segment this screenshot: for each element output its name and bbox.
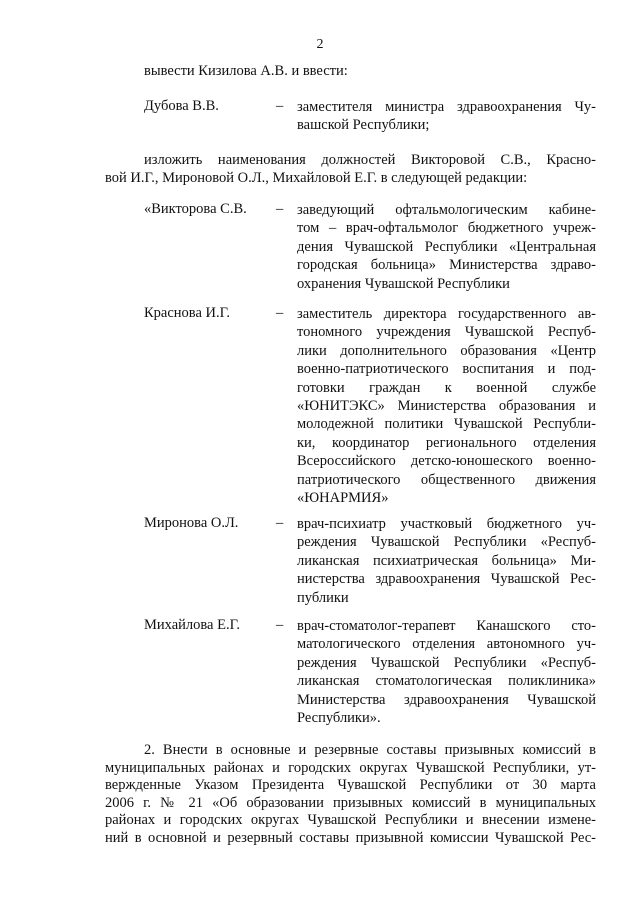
entry-dash: – bbox=[276, 201, 284, 217]
entry-description: врач-стоматолог-терапевт Канашского сто- матологического отделения автономного уч- реждения Чувашской Республики «Респуб- ликанская стоматологическая поликлиника» Министерства здравоохранения Чувашской Республики». bbox=[297, 618, 596, 727]
entry-description: заместителя министра здравоохранения Чу- вашской Республики; bbox=[297, 99, 596, 134]
rename-paragraph: изложить наименования должностей Викторовой С.В., Красно- вой И.Г., Мироновой О.Л., Михайловой Е.Г. в следующей редакции: bbox=[105, 152, 596, 186]
page-number: 2 bbox=[316, 37, 324, 52]
entry-dash: – bbox=[276, 515, 284, 531]
entry-dash: – bbox=[276, 305, 284, 321]
entry-dash: – bbox=[276, 98, 284, 114]
entry-description: заместитель директора государственного ав- тономного учреждения Чувашской Респуб- лики дополнительного образования «Центр военно-патриотического воспитания и под- готовки граждан к военной службе «ЮНИТЭКС» Министерства образования и молодежной политики Чувашской Республи- ки, координатор регионального отделения Всероссийского детско-юношеского военно- патриотического общественного движения «ЮНАРМИЯ» bbox=[297, 306, 596, 507]
intro-line: вывести Кизилова А.В. и ввести: bbox=[144, 63, 348, 79]
entry-description: заведующий офтальмологическим кабине- том – врач-офтальмолог бюджетного учреж- дения Чувашской Республики «Центральная городская больница» Министерства здраво- охранения Чувашской Республики bbox=[297, 202, 596, 292]
entry-name: Краснова И.Г. bbox=[144, 305, 230, 321]
section-2-paragraph: 2. Внести в основные и резервные составы призывных комиссий в муниципальных районах и городских округах Чувашской Республики, ут- вержденные Указом Президента Чувашской Республики от 30 марта 2006 г. № 21 «Об образовании призывных комиссий в муниципальных районах и городских округах Чувашской Республики и внесении измене- ний в основной и резервный составы призывной комиссии Чувашской Рес- bbox=[105, 742, 596, 846]
entry-name: Михайлова Е.Г. bbox=[144, 617, 240, 633]
entry-description: врач-психиатр участковый бюджетного уч- реждения Чувашской Республики «Респуб- ликанская психиатрическая больница» Ми- нистерства здравоохранения Чувашской Рес- публики bbox=[297, 516, 596, 606]
entry-dash: – bbox=[276, 617, 284, 633]
entry-name: Миронова О.Л. bbox=[144, 515, 239, 531]
entry-name: Дубова В.В. bbox=[144, 98, 219, 114]
entry-name: «Викторова С.В. bbox=[144, 201, 247, 217]
